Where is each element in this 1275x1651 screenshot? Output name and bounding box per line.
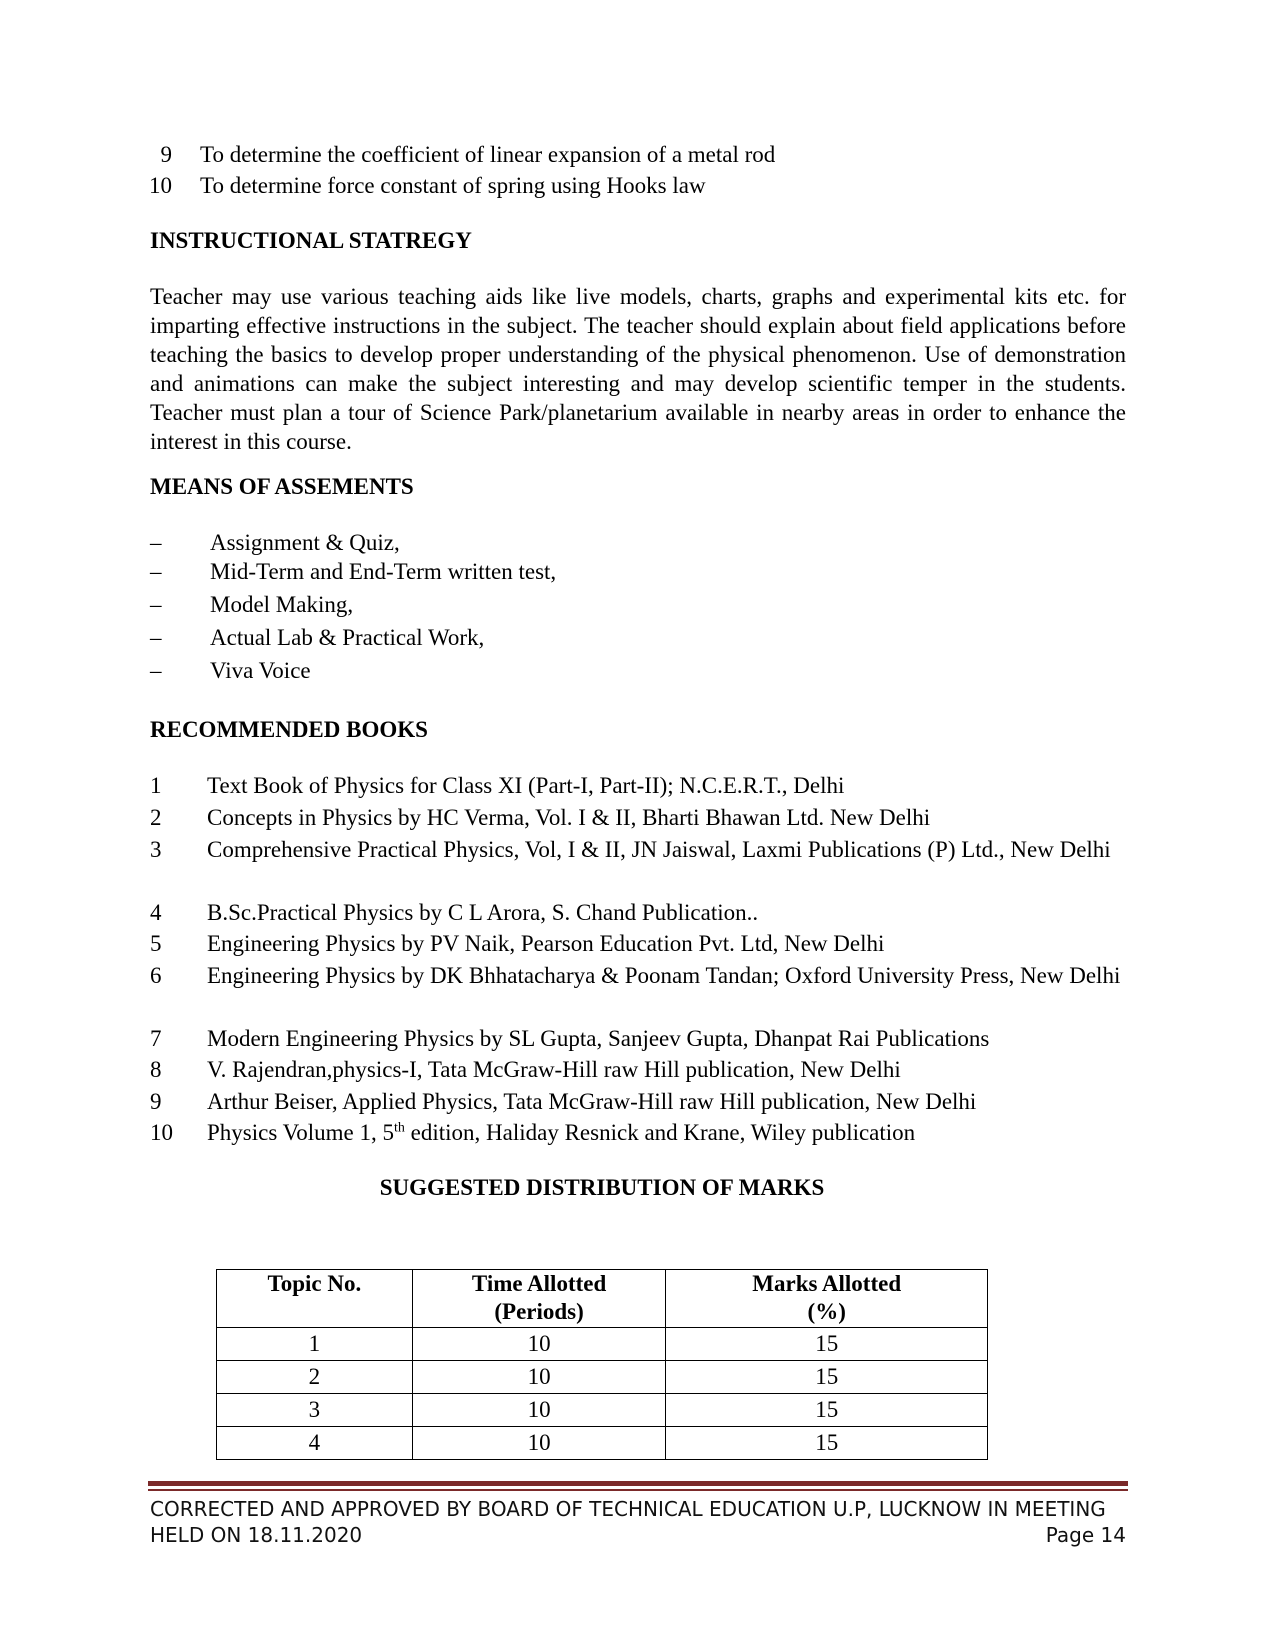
header-label: Time Allotted [471, 1271, 607, 1296]
cell-topic: 4 [217, 1427, 413, 1460]
book-text: Modern Engineering Physics by SL Gupta, Sanjeev Gupta, Dhanpat Rai Publications [207, 1026, 990, 1051]
experiment-number: 10 [149, 173, 172, 198]
book-item [150, 833, 1126, 866]
page-footer [150, 1496, 1126, 1548]
book-item [150, 896, 1126, 929]
assessment-heading: MEANS OF ASSEMENTS [150, 474, 414, 499]
recommended-books-heading: RECOMMENDED BOOKS [150, 717, 428, 742]
bullet-dash: – [150, 592, 162, 617]
instructional-strategy-heading: INSTRUCTIONAL STATREGY [150, 228, 472, 253]
cell-marks: 15 [666, 1394, 988, 1427]
book-item [150, 801, 1126, 834]
book-text: Engineering Physics by DK Bhhatacharya & Poonam Tandan; Oxford University Press, New Delhi [207, 963, 1121, 988]
footer-second-line [150, 1522, 1126, 1548]
cell-marks: 15 [666, 1328, 988, 1361]
footer-divider-thin [148, 1489, 1128, 1491]
header-label: (%) [807, 1299, 846, 1324]
book-text: Arthur Beiser, Applied Physics, Tata McGraw-Hill raw Hill publication, New Delhi [207, 1089, 977, 1114]
experiment-text: To determine the coefficient of linear expansion of a metal rod [200, 142, 776, 167]
header-marks-allotted [666, 1270, 988, 1328]
cell-topic: 1 [217, 1328, 413, 1361]
book-item [150, 959, 1126, 992]
book-item [150, 1022, 1126, 1055]
book-text [207, 1116, 1126, 1149]
footer-divider-thick [148, 1481, 1128, 1486]
table-row [217, 1361, 988, 1394]
bullet-dash: – [150, 658, 162, 683]
cell-topic: 2 [217, 1361, 413, 1394]
book-text-part: Physics Volume 1, 5 [207, 1120, 395, 1145]
cell-time: 10 [412, 1394, 666, 1427]
book-number: 10 [150, 1120, 173, 1145]
cell-marks: 15 [666, 1427, 988, 1460]
book-number: 8 [150, 1057, 162, 1082]
experiment-text: To determine force constant of spring using Hooks law [200, 173, 706, 198]
cell-time: 10 [412, 1427, 666, 1460]
instructional-strategy-paragraph: Teacher may use various teaching aids like live models, charts, graphs and experimental kits etc. for imparting effective instructions in the subject. The teacher should explain about field applications before teaching the basics to develop proper understanding of the physical phenomenon. Use of demonstration and animations can make the subject interesting and may develop scientific temper in the students. Teacher must plan a tour of Science Park/planetarium available in nearby areas in order to enhance the interest in this course. [150, 284, 1126, 454]
assessment-item-text: Assignment & Quiz, [210, 530, 400, 555]
header-label: (Periods) [494, 1299, 584, 1324]
book-item [150, 1085, 1126, 1118]
header-label: Marks Allotted [752, 1271, 902, 1296]
bullet-dash: – [150, 559, 162, 584]
book-number: 3 [150, 837, 162, 862]
table-header-row [217, 1270, 988, 1328]
book-number: 4 [150, 900, 162, 925]
header-topic-no [217, 1270, 413, 1328]
header-time-allotted [412, 1270, 666, 1328]
marks-table-title: SUGGESTED DISTRIBUTION OF MARKS [379, 1175, 825, 1200]
cell-topic: 3 [217, 1394, 413, 1427]
assessment-item-text: Viva Voice [210, 658, 311, 683]
book-text: Text Book of Physics for Class XI (Part-I, Part-II); N.C.E.R.T., Delhi [207, 773, 845, 798]
book-number: 6 [150, 963, 162, 988]
book-number: 9 [150, 1089, 162, 1114]
book-text-part: edition, Haliday Resnick and Krane, Wiley publication [404, 1120, 916, 1145]
marks-distribution-table [216, 1269, 988, 1460]
table-row [217, 1394, 988, 1427]
bullet-dash: – [150, 625, 162, 650]
experiment-number: 9 [160, 142, 172, 167]
book-item [150, 927, 1126, 960]
book-text: Comprehensive Practical Physics, Vol, I & II, JN Jaiswal, Laxmi Publications (P) Ltd., New Delhi [207, 837, 1111, 862]
book-item [150, 1053, 1126, 1086]
table-row [217, 1328, 988, 1361]
book-number: 1 [150, 773, 162, 798]
book-text: Concepts in Physics by HC Verma, Vol. I & II, Bharti Bhawan Ltd. New Delhi [207, 805, 931, 830]
book-item [150, 769, 1126, 802]
footer-approval-line: CORRECTED AND APPROVED BY BOARD OF TECHNICAL EDUCATION U.P, LUCKNOW IN MEETING [150, 1497, 1106, 1521]
cell-time: 10 [412, 1328, 666, 1361]
table-row [217, 1427, 988, 1460]
book-text: Engineering Physics by PV Naik, Pearson Education Pvt. Ltd, New Delhi [207, 931, 885, 956]
book-text: V. Rajendran,physics-I, Tata McGraw-Hill raw Hill publication, New Delhi [207, 1057, 901, 1082]
cell-marks: 15 [666, 1361, 988, 1394]
cell-time: 10 [412, 1361, 666, 1394]
book-item [150, 1116, 1126, 1149]
book-text: B.Sc.Practical Physics by C L Arora, S. Chand Publication.. [207, 900, 759, 925]
bullet-dash: – [150, 530, 162, 555]
book-number: 7 [150, 1026, 162, 1051]
footer-meeting-date: HELD ON 18.11.2020 [150, 1523, 363, 1547]
header-label: Topic No. [267, 1271, 362, 1296]
assessment-item-text: Actual Lab & Practical Work, [210, 625, 485, 650]
superscript-ordinal: th [394, 1120, 405, 1136]
book-number: 2 [150, 805, 162, 830]
assessment-item-text: Model Making, [210, 592, 354, 617]
page-number: Page 14 [1045, 1523, 1126, 1547]
book-number: 5 [150, 931, 162, 956]
assessment-item-text: Mid-Term and End-Term written test, [210, 559, 557, 584]
